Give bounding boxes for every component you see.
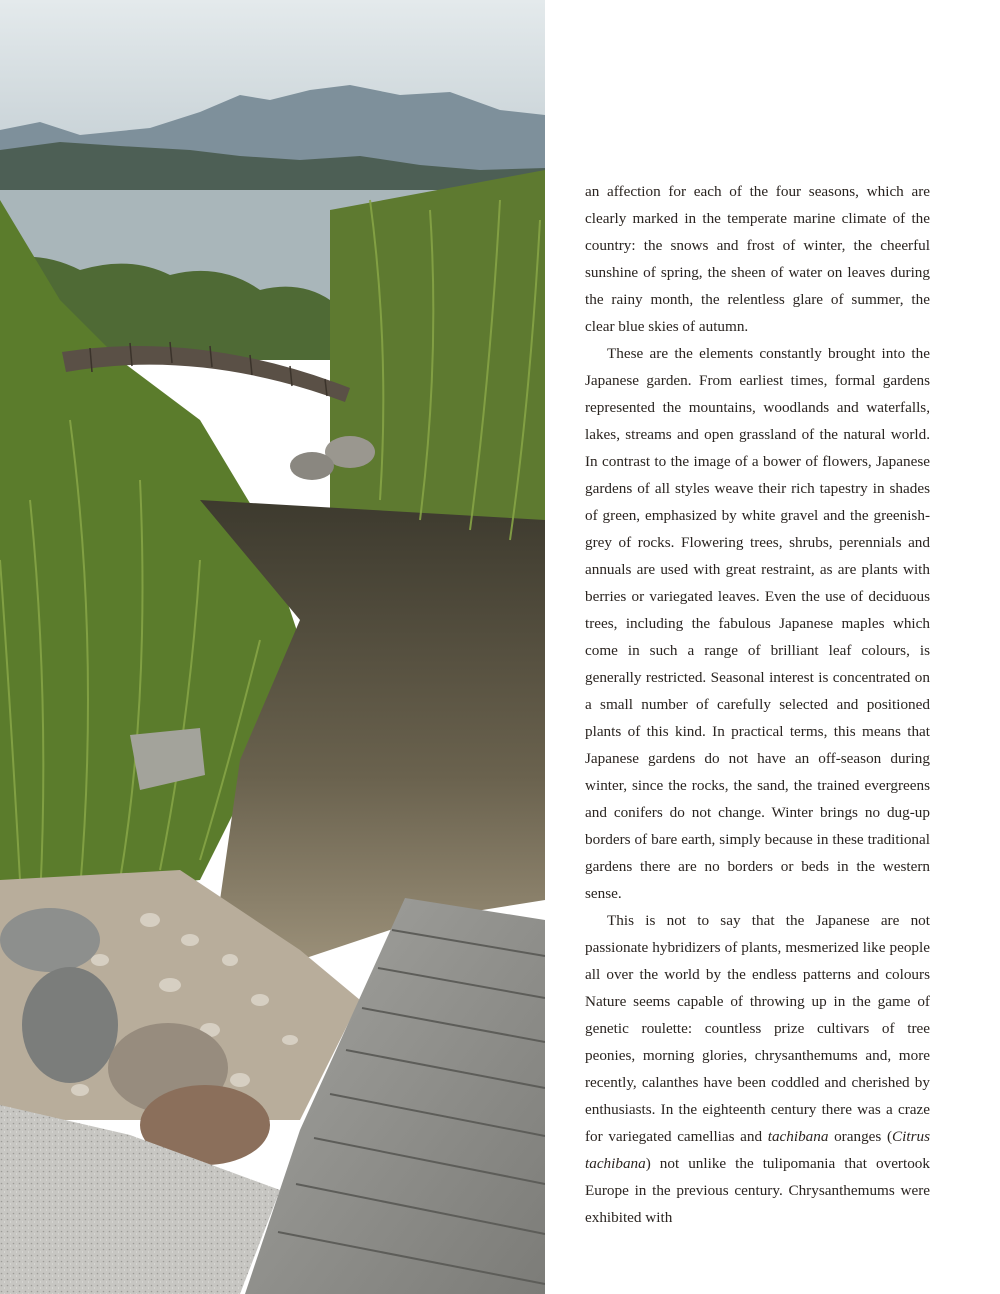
italic-text: Citrus tachibana — [585, 1128, 930, 1172]
body-paragraph — [585, 178, 930, 340]
rock — [290, 452, 334, 480]
right-reeds — [330, 170, 545, 560]
body-paragraph — [585, 907, 930, 1231]
paragraph-text: an affection for each of the four seasons, which are clearly marked in the temperate marine climate of the country: the snows and frost of winter, the cheerful sunshine of spring, the sheen of water on leaves during the rainy month, the relentless glare of summer, the clear blue skies of autumn. — [585, 183, 930, 335]
paragraph-text: oranges ( — [828, 1128, 893, 1145]
paragraph-text: ) not unlike the tulipomania that overtook Europe in the previous century. Chrysanthemums were exhibited with — [585, 1155, 930, 1226]
body-paragraph — [585, 340, 930, 907]
boulder — [0, 908, 100, 972]
italic-text: tachibana — [767, 1128, 829, 1145]
body-text-column — [585, 178, 930, 1231]
paragraph-text: These are the elements constantly brought into the Japanese garden. From earliest times, formal gardens represented the mountains, woodlands and waterfalls, lakes, streams and open grassland of the natural world. In contrast to the image of a bower of flowers, Japanese gardens of all styles weave their rich tapestry in shades of green, emphasized by white gravel and the greenish-grey of rocks. Flowering trees, shrubs, perennials and annuals are used with great restraint, as are plants with berries or variegated leaves. Even the use of deciduous trees, including the fabulous Japanese maples which come in such a range of brilliant leaf colours, is generally restricted. Seasonal interest is concentrated on a small number of carefully selected and positioned plants of this kind. In practical terms, this means that Japanese gardens do not have an off-season during winter, since the rocks, the sand, the trained evergreens and conifers do not change. Winter brings no dug-up borders of bare earth, simply because in these traditional gardens there are no borders or beds in the western sense. — [585, 345, 930, 902]
boulder — [22, 967, 118, 1083]
paragraph-text: This is not to say that the Japanese are not passionate hybridizers of plants, mesmerized like people all over the world by the endless patterns and colours Nature seems capable of throwing up in the game of genetic roulette: countless prize cultivars of tree peonies, morning glories, chrysanthemums and, more recently, calanthes have been coddled and cherished by enthusiasts. In the eighteenth century there was a craze for variegated camellias and — [585, 912, 930, 1145]
